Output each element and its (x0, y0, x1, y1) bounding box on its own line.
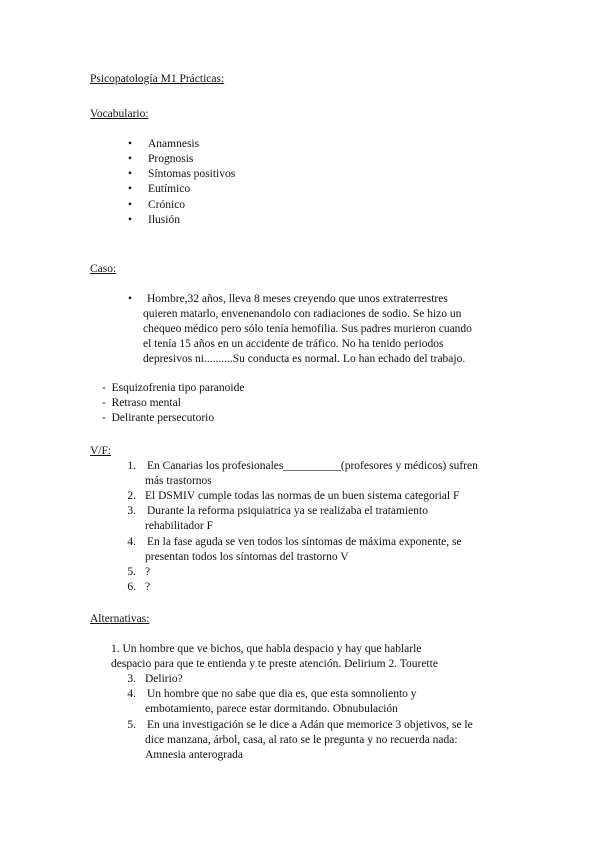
item-number: 5. (127, 566, 136, 578)
bullet-icon: • (128, 183, 133, 195)
vocab-heading: Vocabulario: (90, 108, 149, 120)
alt-item-text: Amnesia anterograda (145, 749, 244, 761)
vf-item-text: presentan todos los síntomas del trastorno V (145, 551, 349, 563)
list-item: - Retraso mental (102, 397, 181, 409)
vf-item-text: En Canarias los profesionales__________(profesores y médicos) sufren (147, 460, 478, 472)
list-item (0, 137, 600, 152)
item-number: 4. (127, 688, 136, 700)
vocab-item-text: Síntomas positivos (148, 168, 236, 180)
caso-line: Hombre,32 años, lleva 8 meses creyendo que unos extraterrestres (147, 293, 448, 305)
alt-item-text: Un hombre que no sabe que dia es, que esta somnoliento y (147, 688, 417, 700)
bullet-icon: • (128, 293, 133, 305)
vocab-item-text: Crónico (148, 199, 186, 211)
list-item (0, 152, 600, 167)
alt-item-text: Delirio? (145, 673, 183, 685)
vocab-item-text: Eutímico (148, 183, 191, 195)
vf-item-text: ? (145, 566, 151, 578)
bullet-icon: • (128, 199, 133, 211)
bullet-icon: • (128, 138, 133, 150)
vf-item-text: ? (145, 581, 151, 593)
option-text: Esquizofrenia tipo paranoide (111, 382, 245, 394)
item-number: 2. (127, 490, 136, 502)
option-text: Retraso mental (111, 397, 181, 409)
vocab-item-text: Ilusión (148, 214, 180, 226)
vf-item-text: rehabilitador F (145, 520, 214, 532)
bullet-icon: • (128, 168, 133, 180)
vocab-item-text: Prognosis (148, 153, 194, 165)
option-text: Delirante persecutorio (111, 412, 215, 424)
vf-heading: V/F: (90, 445, 112, 457)
alt-heading: Alternativas: (90, 613, 150, 625)
caso-heading: Caso: (90, 263, 117, 275)
caso-line: depresivos ni..........Su conducta es normal. Lo han echado del trabajo. (143, 353, 466, 365)
item-number: 5. (127, 719, 136, 731)
bullet-icon: • (128, 153, 133, 165)
item-number: 4. (127, 536, 136, 548)
item-number: 1. (127, 460, 136, 472)
caso-line: el tenía 15 años en un accidente de tráfico. No ha tenido periodos (143, 338, 444, 350)
item-number: 3. (127, 673, 136, 685)
alt-item-text: embotamiento, parece estar dormitando. Obnubulación (145, 703, 398, 715)
alt-item-text: dice manzana, árbol, casa, al rato se le pregunta y no recuerda nada: (145, 734, 458, 746)
list-item (0, 167, 600, 182)
vf-item-text: Durante la reforma psiquiatrica ya se realizaba el tratamiento (147, 505, 428, 517)
vocab-item-text: Anamnesis (148, 138, 200, 150)
alt-item-text: En una investigación se le dice a Adán que memorice 3 objetivos, se le (147, 719, 473, 731)
alt-intro-line: despacio para que te entienda y te preste atención. Delirium 2. Tourette (111, 658, 438, 670)
list-item (0, 213, 600, 228)
alt-intro-line: 1. Un hombre que ve bichos, que habla despacio y hay que hablarle (111, 643, 422, 655)
document-title: Psicopatología M1 Prácticas: (90, 73, 225, 85)
item-number: 6. (127, 581, 136, 593)
list-item (0, 198, 600, 213)
caso-line: chequeo médico pero sólo tenía hemofilia. Sus padres murieron cuando (143, 323, 472, 335)
item-number: 3. (127, 505, 136, 517)
caso-line: quieren matarlo, envenenandolo con radiaciones de sodio. Se hizo un (143, 308, 462, 320)
vf-item-text: más trastornos (145, 475, 212, 487)
list-item: - Delirante persecutorio (102, 412, 215, 424)
bullet-icon: • (128, 214, 133, 226)
list-item: - Esquizofrenia tipo paranoide (102, 382, 245, 394)
list-item (0, 182, 600, 197)
vf-item-text: El DSMIV cumple todas las normas de un buen sistema categorial F (145, 490, 460, 502)
vf-item-text: En la fase aguda se ven todos los síntomas de máxima exponente, se (147, 536, 462, 548)
